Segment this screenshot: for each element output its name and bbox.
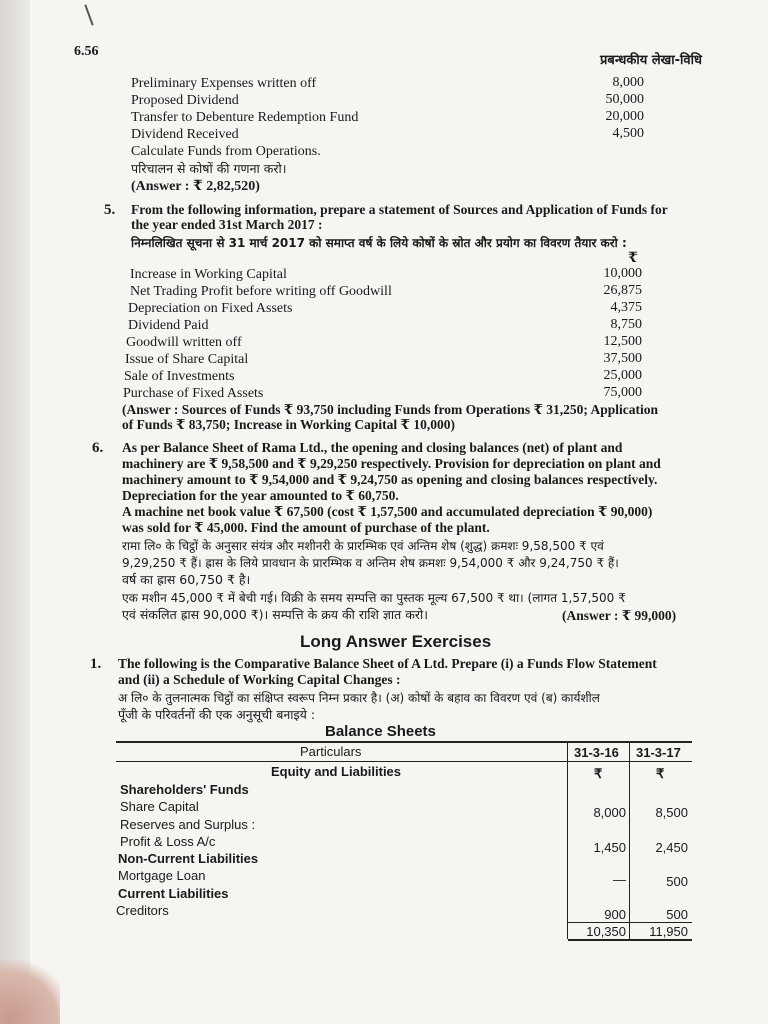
q5-item-label: Net Trading Profit before writing off Goodwill <box>130 284 392 299</box>
q6-line-hindi: 9,29,250 ₹ हैं। ह्रास के लिये प्रावधान के प्रारम्भिक व अन्तिम शेष क्रमशः 9,54,000 ₹ और 9,24,750 ₹ हैं। <box>122 556 619 570</box>
share-capital-2016: 8,000 <box>593 805 626 820</box>
currency-symbol: ₹ <box>628 251 638 266</box>
row-reserves-surplus: Reserves and Surplus : <box>120 817 256 832</box>
q4-item-label: Preliminary Expenses written off <box>131 76 317 91</box>
q5-text: From the following information, prepare a statement of Sources and Application of Funds for <box>131 202 668 217</box>
q4-item-value: 4,500 <box>612 126 644 141</box>
table-header-rule <box>116 761 692 762</box>
q5-item-value: 12,500 <box>603 334 642 349</box>
total-rule <box>568 922 692 923</box>
q4-item-value: 8,000 <box>612 75 644 90</box>
q5-item-label: Sale of Investments <box>124 369 235 384</box>
q5-item-label: Purchase of Fixed Assets <box>123 386 264 401</box>
q6-line: machinery are ₹ 9,58,500 and ₹ 9,29,250 respectively. Provision for depreciation on plant and <box>122 456 661 471</box>
row-share-capital: Share Capital <box>120 799 199 814</box>
row-non-current-liabilities: Non-Current Liabilities <box>118 851 259 866</box>
q6-line-hindi: वर्ष का ह्रास 60,750 ₹ है। <box>122 572 251 587</box>
q5-answer-cont: of Funds ₹ 83,750; Increase in Working Capital ₹ 10,000) <box>122 417 455 432</box>
col-header-particulars: Particulars <box>300 744 362 759</box>
q5-item-label: Increase in Working Capital <box>130 267 287 282</box>
la1-line: and (ii) a Schedule of Working Capital Changes : <box>118 672 401 687</box>
col-header-2016: 31-3-16 <box>574 745 619 760</box>
q5-item-label: Dividend Paid <box>128 318 209 333</box>
section-heading: Equity and Liabilities <box>271 764 402 779</box>
total-double-rule <box>568 939 692 941</box>
q6-answer: (Answer : ₹ 99,000) <box>562 608 677 623</box>
share-capital-2017: 8,500 <box>655 805 688 820</box>
profit-loss-2016: 1,450 <box>593 840 626 855</box>
row-profit-loss: Profit & Loss A/c <box>120 834 216 849</box>
q5-item-label: Depreciation on Fixed Assets <box>128 301 293 316</box>
question-number: 1. <box>90 656 102 672</box>
profit-loss-2017: 2,450 <box>655 840 688 855</box>
mortgage-loan-2016: — <box>613 872 626 887</box>
q4-instruction: Calculate Funds from Operations. <box>131 144 321 159</box>
q5-text-hindi: निम्नलिखित सूचना से 31 मार्च 2017 को समाप्त वर्ष के लिये कोषों के स्रोत और प्रयोग का विवरण तैयार करो : <box>131 236 627 250</box>
q6-line: Depreciation for the year amounted to ₹ 60,750. <box>122 488 399 503</box>
q5-item-value: 8,750 <box>610 317 642 332</box>
q6-line: As per Balance Sheet of Rama Ltd., the opening and closing balances (net) of plant and <box>122 440 623 455</box>
currency-2016: ₹ <box>594 766 603 781</box>
q5-item-label: Goodwill written off <box>126 335 242 350</box>
row-shareholders-funds: Shareholders' Funds <box>120 782 249 797</box>
table-title: Balance Sheets <box>325 723 436 740</box>
row-current-liabilities: Current Liabilities <box>118 886 229 901</box>
q5-item-value: 4,375 <box>610 300 642 315</box>
q4-answer: (Answer : ₹ 2,82,520) <box>131 179 260 194</box>
q5-item-value: 26,875 <box>603 283 642 298</box>
page-shadow <box>0 0 34 1024</box>
creditors-2016: 900 <box>604 907 626 922</box>
page-number: 6.56 <box>74 44 99 59</box>
q6-line: was sold for ₹ 45,000. Find the amount of purchase of the plant. <box>122 520 490 535</box>
q6-line-hindi: रामा लि० के चिट्ठों के अनुसार संयंत्र और मशीनरी के प्रारम्भिक एवं अन्तिम शेष (शुद्ध) क्रमशः 9,58,500 ₹ एवं <box>122 539 604 553</box>
q6-line: A machine net book value ₹ 67,500 (cost ₹ 1,57,500 and accumulated depreciation ₹ 90,000) <box>122 504 653 519</box>
q5-item-value: 37,500 <box>603 351 642 366</box>
row-mortgage-loan: Mortgage Loan <box>118 868 206 883</box>
row-creditors: Creditors <box>116 903 169 918</box>
question-number: 5. <box>104 202 116 218</box>
col-header-2017: 31-3-17 <box>636 745 681 760</box>
section-title: Long Answer Exercises <box>300 632 492 651</box>
q6-line-hindi: एवं संकलित ह्रास 90,000 ₹)। सम्पत्ति के क्रय की राशि ज्ञात करो। <box>122 607 428 622</box>
q4-item-label: Dividend Received <box>131 127 239 142</box>
mortgage-loan-2017: 500 <box>666 874 688 889</box>
q4-item-value: 20,000 <box>605 109 644 124</box>
total-2016: 10,350 <box>586 924 626 939</box>
q6-line: machinery amount to ₹ 9,54,000 and ₹ 9,24,750 as opening and closing balances respectively. <box>122 472 658 487</box>
q5-item-value: 75,000 <box>603 385 642 400</box>
q6-line-hindi: एक मशीन 45,000 ₹ में बेची गई। विक्री के समय सम्पत्ति का पुस्तक मूल्य 67,500 ₹ था। (लागत 1,57,500 ₹ <box>122 591 626 605</box>
q4-item-label: Transfer to Debenture Redemption Fund <box>131 110 359 125</box>
table-top-rule <box>116 741 692 743</box>
total-2017: 11,950 <box>649 924 688 939</box>
q4-item-label: Proposed Dividend <box>131 93 239 108</box>
q5-item-value: 10,000 <box>603 266 642 281</box>
currency-2017: ₹ <box>656 766 665 781</box>
la1-line-hindi: पूँजी के परिवर्तनों की एक अनुसूची बनाइये : <box>118 707 316 722</box>
la1-line-hindi: अ लि० के तुलनात्मक चिट्ठों का संक्षिप्त स्वरूप निम्न प्रकार है। (अ) कोषों के बहाव का विवरण एवं (ब) कार्यशील <box>118 691 600 705</box>
q5-item-label: Issue of Share Capital <box>125 352 249 367</box>
question-number: 6. <box>92 440 104 456</box>
thumb-shadow <box>0 960 60 1024</box>
q4-instruction-hindi: परिचालन से कोषों की गणना करो। <box>131 161 287 176</box>
running-title: प्रबन्धकीय लेखा-विधि <box>600 53 703 68</box>
q5-item-value: 25,000 <box>603 368 642 383</box>
q5-answer: (Answer : Sources of Funds ₹ 93,750 including Funds from Operations ₹ 31,250; Application <box>122 402 658 417</box>
creditors-2017: 500 <box>666 907 688 922</box>
q4-item-value: 50,000 <box>605 92 644 107</box>
q5-text-cont: the year ended 31st March 2017 : <box>131 217 323 232</box>
la1-line: The following is the Comparative Balance Sheet of A Ltd. Prepare (i) a Funds Flow Statement <box>118 656 657 671</box>
